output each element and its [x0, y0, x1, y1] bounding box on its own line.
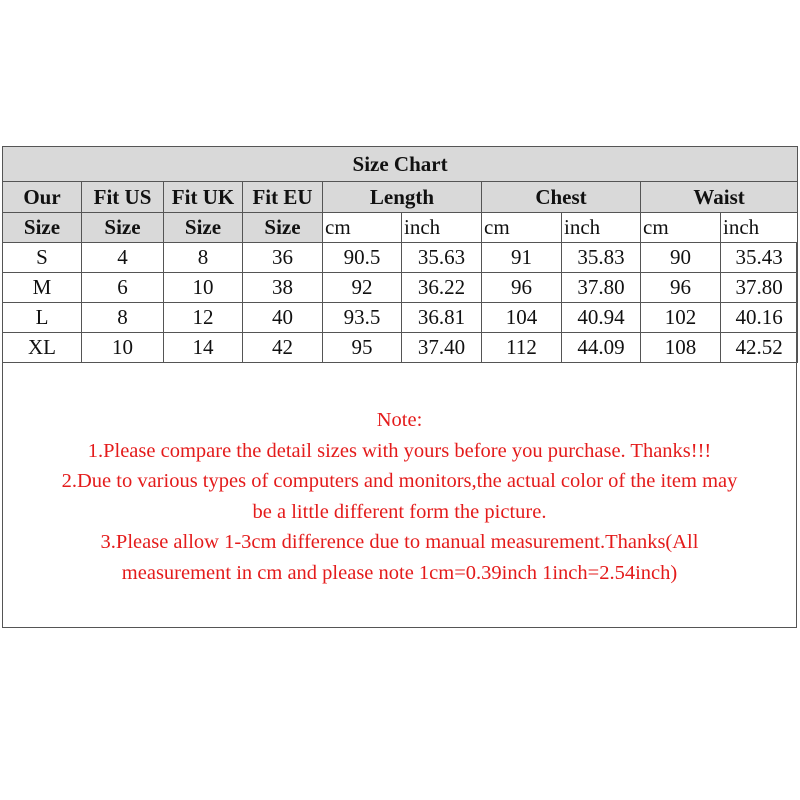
- note-line-2b: be a little different form the picture.: [252, 500, 547, 523]
- header-chest: Chest: [482, 182, 641, 213]
- cell-chest-inch: 37.80: [562, 273, 641, 303]
- header-fit-eu: Fit EU: [243, 182, 323, 213]
- header-fit-uk-sub: Size: [164, 213, 243, 243]
- header-row-1: [3, 182, 798, 213]
- cell-uk: 14: [164, 333, 243, 363]
- note-line-2a: 2.Due to various types of computers and monitors,the actual color of the item may: [61, 470, 738, 492]
- cell-us: 6: [82, 273, 164, 303]
- cell-eu: 40: [243, 303, 323, 333]
- cell-uk: 12: [164, 303, 243, 333]
- table-row: [3, 273, 798, 303]
- cell-chest-cm: 104: [482, 303, 562, 333]
- table-row: [3, 333, 798, 363]
- cell-chest-inch: 35.83: [562, 243, 641, 273]
- header-row-2: [3, 213, 798, 243]
- cell-us: 4: [82, 243, 164, 273]
- cell-length-cm: 90.5: [323, 243, 402, 273]
- cell-uk: 10: [164, 273, 243, 303]
- unit-waist-cm: cm: [641, 213, 721, 243]
- cell-waist-cm: 96: [641, 273, 721, 303]
- header-our-size-sub: Size: [3, 213, 82, 243]
- note-heading: Note:: [376, 409, 423, 431]
- cell-eu: 38: [243, 273, 323, 303]
- size-chart-sheet: [2, 146, 797, 628]
- cell-us: 8: [82, 303, 164, 333]
- cell-eu: 42: [243, 333, 323, 363]
- cell-length-inch: 35.63: [402, 243, 482, 273]
- cell-uk: 8: [164, 243, 243, 273]
- header-fit-us: Fit US: [82, 182, 164, 213]
- cell-waist-cm: 90: [641, 243, 721, 273]
- size-chart-table: [2, 146, 798, 363]
- cell-waist-cm: 108: [641, 333, 721, 363]
- cell-us: 10: [82, 333, 164, 363]
- cell-waist-inch: 42.52: [721, 333, 798, 363]
- cell-chest-inch: 44.09: [562, 333, 641, 363]
- unit-waist-inch: inch: [721, 213, 798, 243]
- cell-size: XL: [3, 333, 82, 363]
- header-our-size: Our: [3, 182, 82, 213]
- note-line-3a: 3.Please allow 1-3cm difference due to manual measurement.Thanks(All: [100, 531, 699, 553]
- cell-waist-inch: 40.16: [721, 303, 798, 333]
- cell-length-inch: 36.81: [402, 303, 482, 333]
- cell-size: M: [3, 273, 82, 303]
- table-row: [3, 303, 798, 333]
- cell-waist-inch: 37.80: [721, 273, 798, 303]
- table-row: [3, 243, 798, 273]
- header-length: Length: [323, 182, 482, 213]
- cell-length-cm: 93.5: [323, 303, 402, 333]
- cell-size: L: [3, 303, 82, 333]
- title-row: [3, 147, 798, 182]
- note-line-3b: measurement in cm and please note 1cm=0.39inch 1inch=2.54inch): [121, 561, 678, 584]
- cell-eu: 36: [243, 243, 323, 273]
- header-waist: Waist: [641, 182, 798, 213]
- cell-size: S: [3, 243, 82, 273]
- header-fit-uk: Fit UK: [164, 182, 243, 213]
- cell-length-inch: 37.40: [402, 333, 482, 363]
- cell-waist-cm: 102: [641, 303, 721, 333]
- table-title: Size Chart: [3, 147, 798, 182]
- cell-length-inch: 36.22: [402, 273, 482, 303]
- cell-chest-cm: 112: [482, 333, 562, 363]
- unit-chest-cm: cm: [482, 213, 562, 243]
- cell-chest-inch: 40.94: [562, 303, 641, 333]
- cell-chest-cm: 96: [482, 273, 562, 303]
- unit-chest-inch: inch: [562, 213, 641, 243]
- header-fit-us-sub: Size: [82, 213, 164, 243]
- note-line-1: 1.Please compare the detail sizes with yours before you purchase. Thanks!!!: [87, 439, 712, 462]
- header-fit-eu-sub: Size: [243, 213, 323, 243]
- cell-waist-inch: 35.43: [721, 243, 798, 273]
- cell-chest-cm: 91: [482, 243, 562, 273]
- cell-length-cm: 92: [323, 273, 402, 303]
- notes-block: [3, 405, 796, 588]
- cell-length-cm: 95: [323, 333, 402, 363]
- unit-length-inch: inch: [402, 213, 482, 243]
- unit-length-cm: cm: [323, 213, 402, 243]
